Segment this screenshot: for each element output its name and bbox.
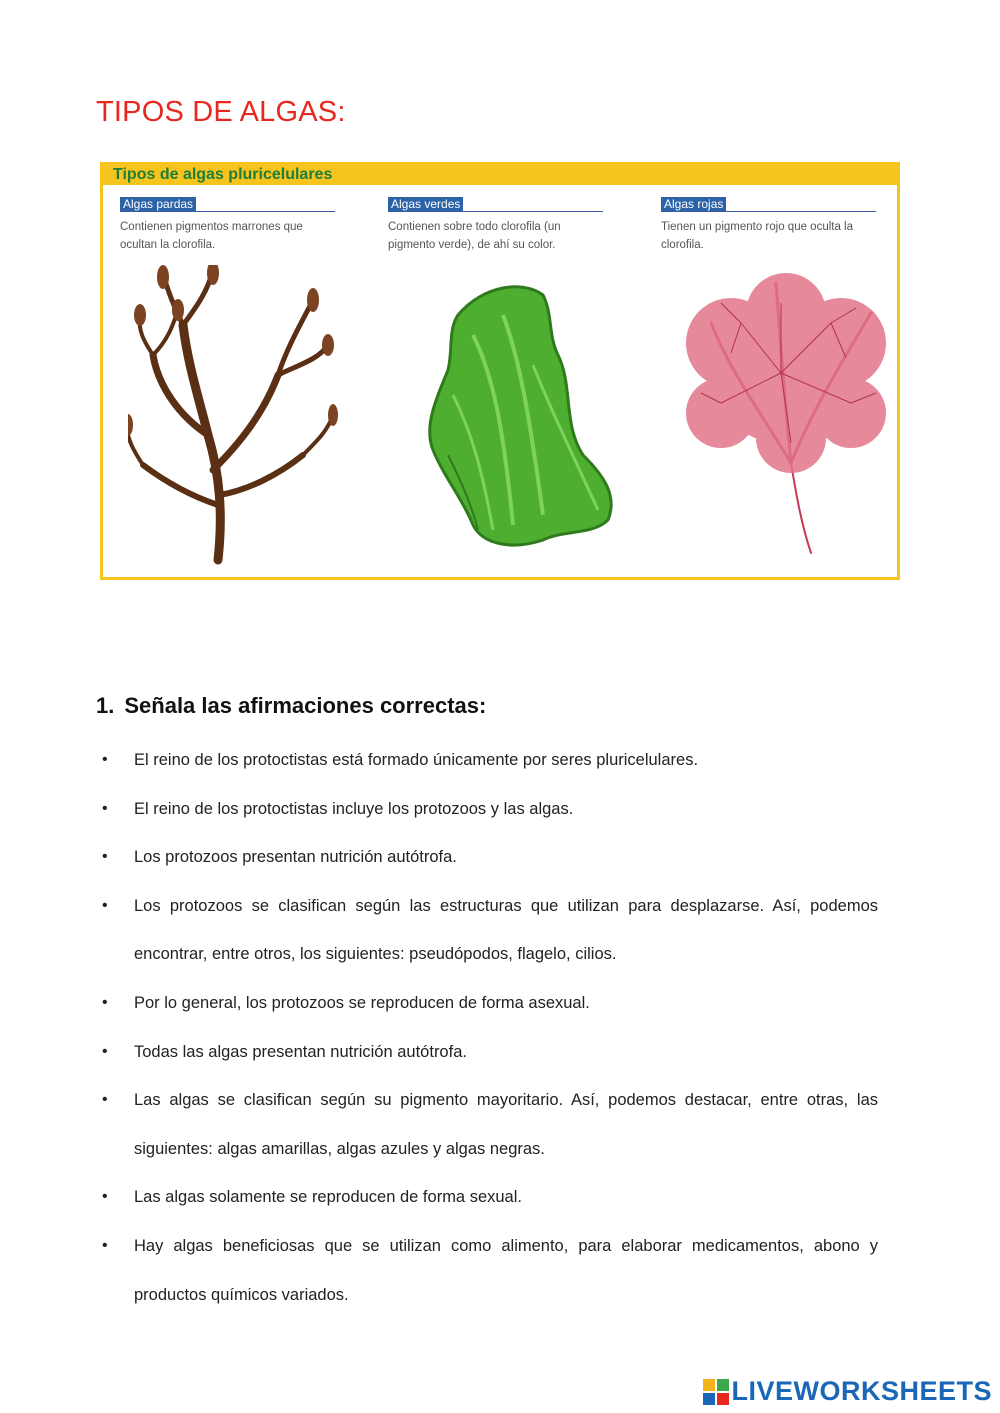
liveworksheets-logo-icon: [703, 1379, 729, 1405]
green-seaweed-illustration: [403, 275, 618, 555]
statement-item[interactable]: • Los protozoos presentan nutrición autótrofa.: [102, 833, 878, 882]
column-description: Tienen un pigmento rojo que oculta la clorofila.: [661, 221, 854, 251]
bullet-icon: •: [102, 751, 108, 768]
statement-list: [102, 736, 878, 1319]
column-heading: Algas rojas: [661, 197, 876, 212]
column-description: Contienen sobre todo clorofila (un pigmento verde), de ahí su color.: [388, 221, 561, 251]
bullet-icon: •: [102, 799, 108, 817]
statement-item[interactable]: • Las algas se clasifican según su pigmento mayoritario. Así, podemos destacar, entre otras, las siguientes: algas amarillas, algas azules y algas negras.: [102, 1076, 878, 1173]
statement-item[interactable]: • Las algas solamente se reproducen de forma sexual.: [102, 1173, 878, 1222]
column-brown-algae: [120, 197, 335, 254]
figure-header: Tipos de algas pluricelulares: [103, 165, 897, 185]
statement-item[interactable]: • Los protozoos se clasifican según las estructuras que utilizan para desplazarse. Así, podemos encontrar, entre otros, los siguientes: pseudópodos, flagelo, cilios.: [102, 882, 878, 979]
statement-item[interactable]: • Todas las algas presentan nutrición autótrofa.: [102, 1028, 878, 1077]
red-seaweed-illustration: [681, 263, 896, 563]
question-number: 1.: [96, 693, 115, 718]
algae-types-figure: [100, 162, 900, 580]
liveworksheets-logo[interactable]: [703, 1376, 992, 1407]
brown-seaweed-illustration: [128, 265, 338, 565]
column-green-algae: [388, 197, 603, 254]
bullet-icon: •: [102, 1188, 108, 1206]
statement-item[interactable]: • Hay algas beneficiosas que se utilizan como alimento, para elaborar medicamentos, abono y productos químicos variados.: [102, 1222, 878, 1319]
column-description: Contienen pigmentos marrones que ocultan la clorofila.: [120, 221, 303, 251]
column-heading: Algas pardas: [120, 197, 335, 212]
column-red-algae: [661, 197, 876, 254]
bullet-icon: •: [102, 1236, 108, 1254]
bullet-icon: •: [102, 1042, 108, 1060]
statement-item[interactable]: • El reino de los protoctistas está formado únicamente por seres pluricelulares.: [102, 736, 878, 785]
question-heading: [96, 693, 486, 719]
question-text: Señala las afirmaciones correctas:: [124, 693, 487, 718]
bullet-icon: •: [102, 848, 108, 866]
brand-name: LIVEWORKSHEETS: [731, 1376, 992, 1406]
statement-item[interactable]: • El reino de los protoctistas incluye los protozoos y las algas.: [102, 785, 878, 834]
column-heading: Algas verdes: [388, 197, 603, 212]
bullet-icon: •: [102, 896, 108, 914]
page-title: TIPOS DE ALGAS:: [96, 96, 346, 128]
statement-item[interactable]: • Por lo general, los protozoos se reproducen de forma asexual.: [102, 979, 878, 1028]
bullet-icon: •: [102, 993, 108, 1011]
bullet-icon: •: [102, 1091, 108, 1109]
